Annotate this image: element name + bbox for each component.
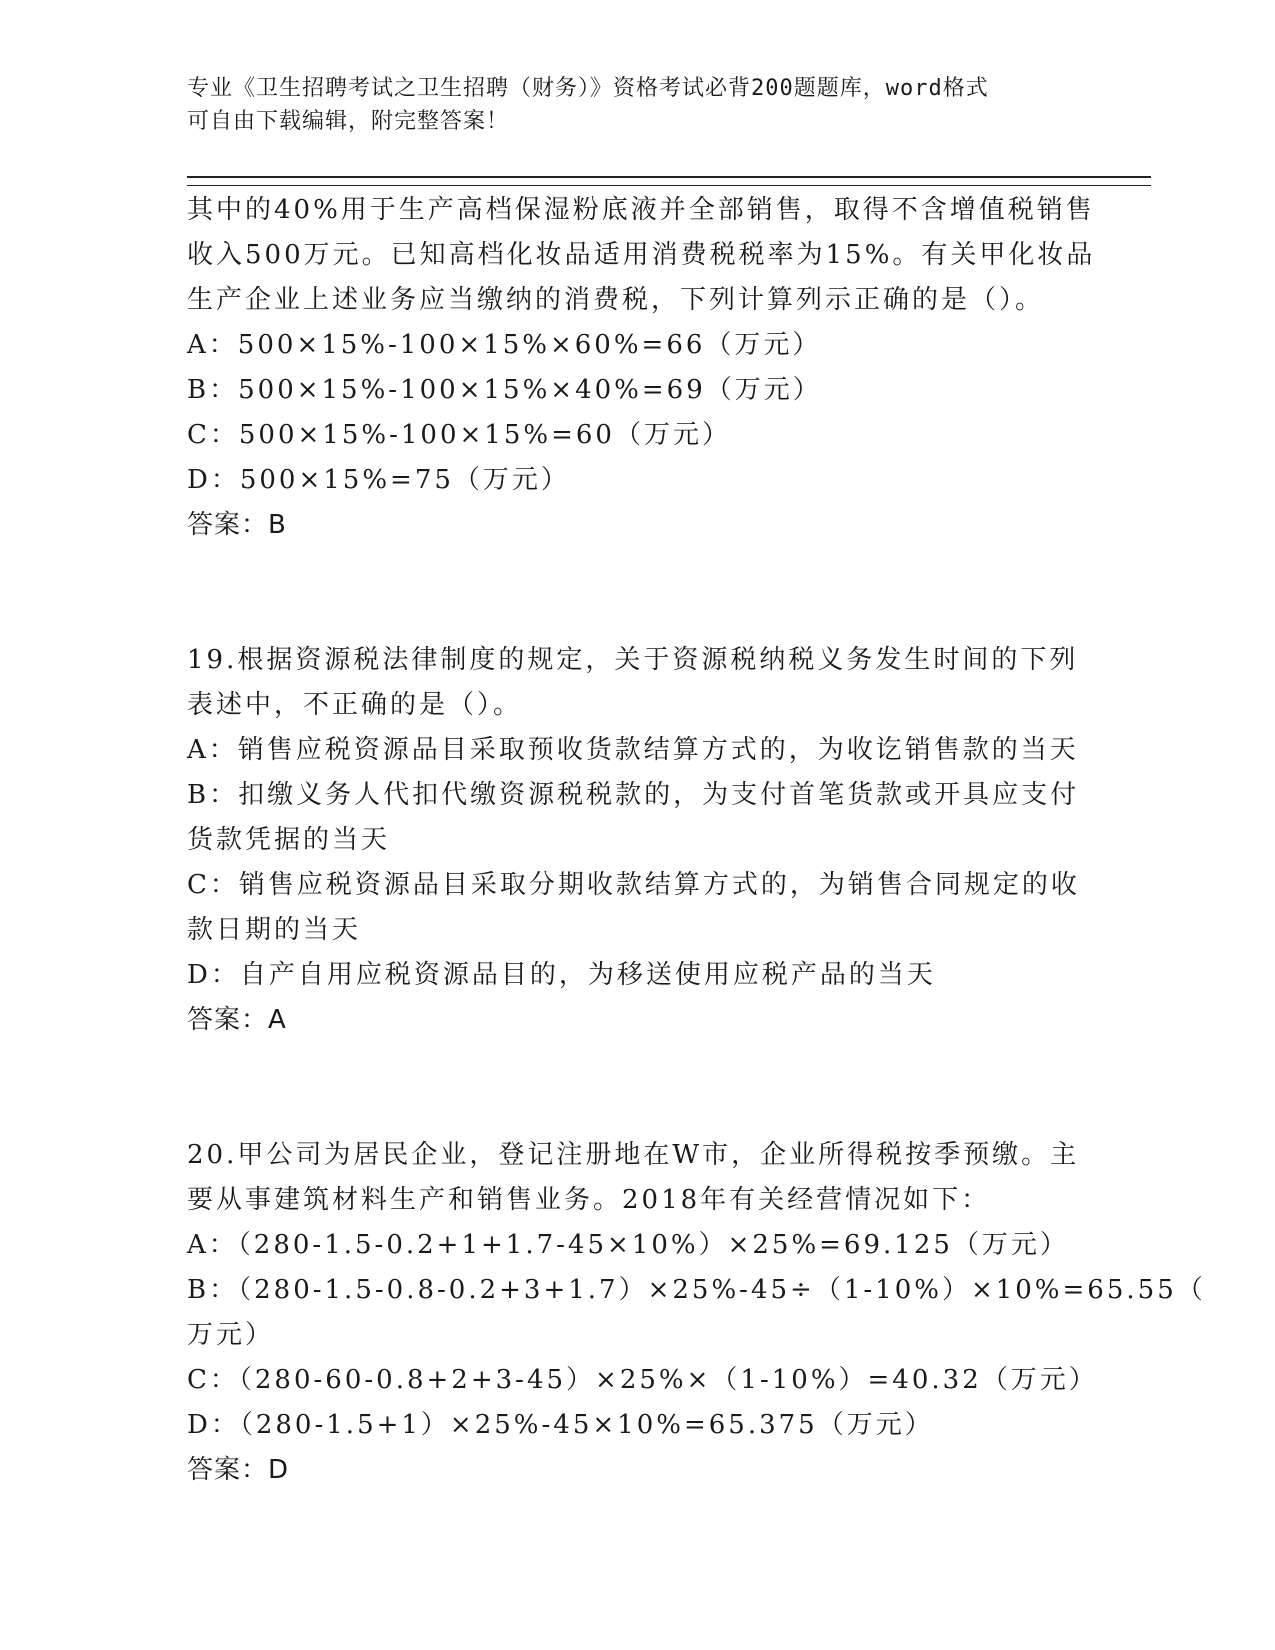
- option-c: C：（280-60-0.8+2+3-45）×25%×（1-10%）=40.32（万元）: [187, 1365, 1098, 1395]
- option-b-continued: 万元）: [187, 1320, 275, 1350]
- option-c: C：500×15%-100×15%=60（万元）: [187, 420, 731, 450]
- question-text-line: 要从事建筑材料生产和销售业务。2018年有关经营情况如下：: [187, 1185, 991, 1215]
- option-b-continued: 货款凭据的当天: [187, 825, 391, 855]
- question-18: [187, 188, 1096, 548]
- question-list: [187, 188, 1206, 1493]
- option-d: D：自产自用应税资源品目的，为移送使用应税产品的当天: [187, 960, 936, 990]
- question-text-line: 表述中，不正确的是（）。: [187, 690, 523, 720]
- question-text-line: 收入500万元。已知高档化妆品适用消费税税率为15%。有关甲化妆品: [187, 240, 1096, 270]
- answer-label: 答案：B: [187, 510, 287, 540]
- option-b: B：扣缴义务人代扣代缴资源税税款的，为支付首笔货款或开具应支付: [187, 780, 1080, 810]
- page-header: [187, 72, 1067, 138]
- answer-label: 答案：D: [187, 1455, 290, 1485]
- question-text-line: 其中的40%用于生产高档保湿粉底液并全部销售，取得不含增值税销售: [187, 195, 1095, 225]
- question-19: [187, 638, 1080, 1043]
- option-a: A：销售应税资源品目采取预收货款结算方式的，为收讫销售款的当天: [187, 735, 1079, 765]
- option-a: A：（280-1.5-0.2+1+1.7-45×10%）×25%=69.125（万元）: [187, 1230, 1069, 1260]
- question-text-line: 生产企业上述业务应当缴纳的消费税，下列计算列示正确的是（）。: [187, 285, 1045, 315]
- option-c-continued: 款日期的当天: [187, 915, 362, 945]
- option-a: A：500×15%-100×15%×60%=66（万元）: [187, 330, 822, 360]
- header-line-1: 专业《卫生招聘考试之卫生招聘（财务）》资格考试必背200题题库，word格式: [187, 76, 989, 101]
- option-b: B：（280-1.5-0.8-0.2+3+1.7）×25%-45÷（1-10%）×10%=65.55（: [187, 1275, 1206, 1305]
- header-divider: [187, 176, 1151, 186]
- question-text-line: 20.甲公司为居民企业，登记注册地在W市，企业所得税按季预缴。主: [187, 1140, 1080, 1170]
- question-20: [187, 1133, 1206, 1493]
- question-spacer: [187, 1043, 1077, 1133]
- option-b: B：500×15%-100×15%×40%=69（万元）: [187, 375, 822, 405]
- header-line-2: 可自由下载编辑，附完整答案！: [187, 109, 510, 134]
- question-spacer: [187, 548, 1077, 638]
- option-c: C：销售应税资源品目采取分期收款结算方式的，为销售合同规定的收: [187, 870, 1080, 900]
- question-text-line: 19.根据资源税法律制度的规定，关于资源税纳税义务发生时间的下列: [187, 645, 1079, 675]
- option-d: D：（280-1.5+1）×25%-45×10%=65.375（万元）: [187, 1410, 934, 1440]
- option-d: D：500×15%=75（万元）: [187, 465, 570, 495]
- answer-label: 答案：A: [187, 1005, 287, 1035]
